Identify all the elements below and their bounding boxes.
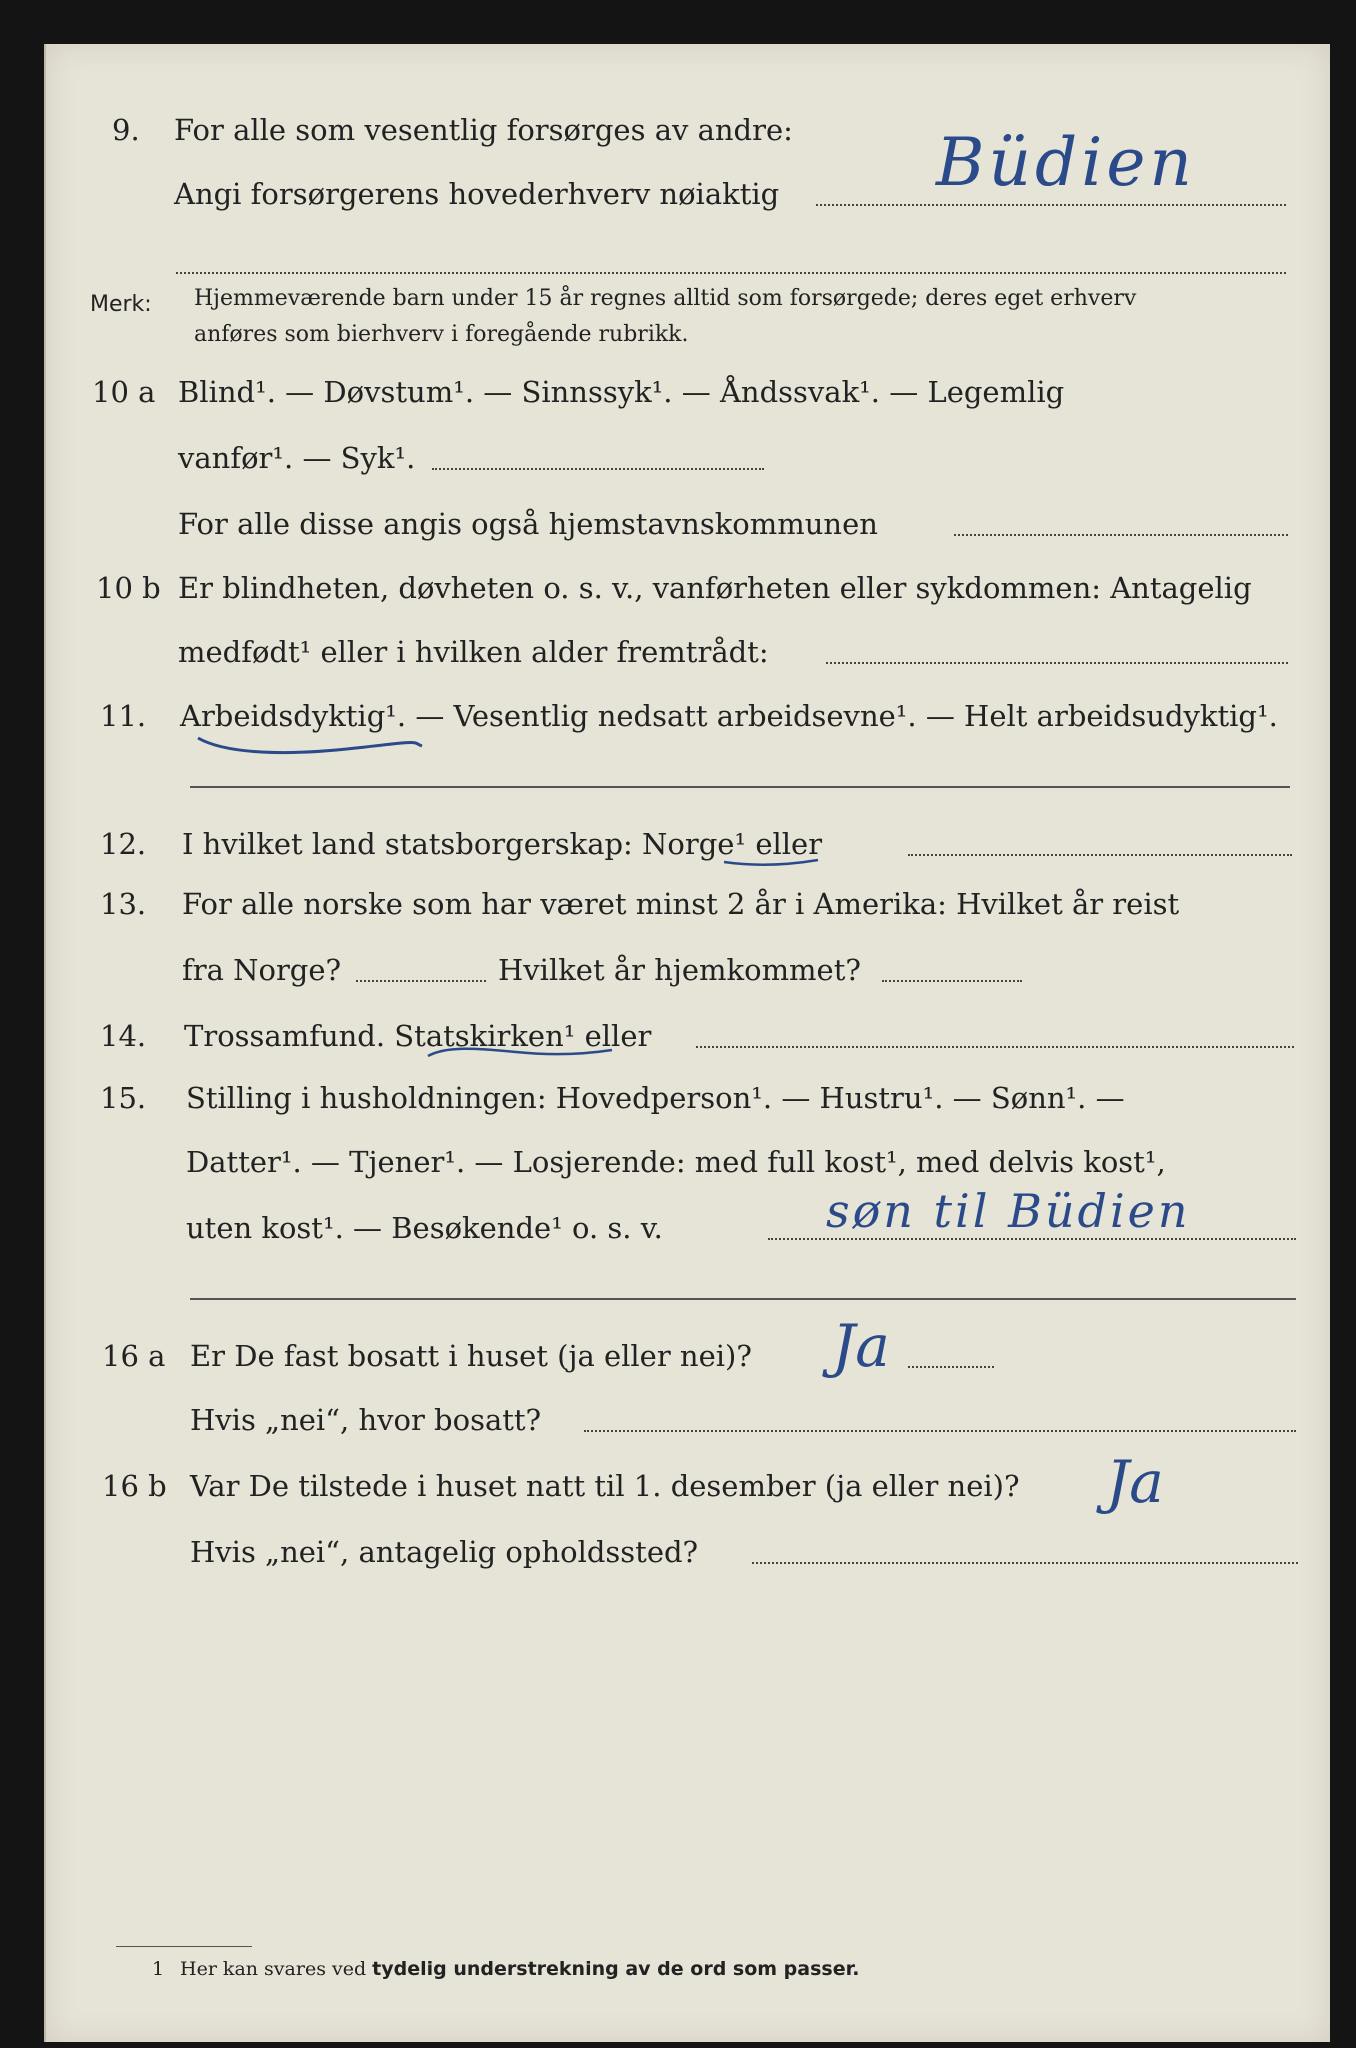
q15-line1: Stilling i husholdningen: Hovedperson¹. — Hustru¹. — Sønn¹. — xyxy=(186,1081,1125,1115)
q9-line1: For alle som vesentlig forsørges av andre: xyxy=(174,113,793,147)
footnote-mark: 1 xyxy=(152,1958,165,1980)
q16a-answer-line xyxy=(908,1366,994,1368)
q10a-line2: vanfør¹. — Syk¹. xyxy=(178,441,416,475)
q15-separator xyxy=(190,1298,1296,1300)
q10b-answer-line xyxy=(826,662,1288,664)
q14-number: 14. xyxy=(100,1019,147,1053)
q16b-number: 16 b xyxy=(102,1469,167,1503)
q16a-handwritten-answer: Ja xyxy=(832,1312,890,1380)
q14-underline-mark xyxy=(426,1044,616,1064)
footnote-text-plain: Her kan svares ved xyxy=(180,1958,367,1980)
q13-line1: For alle norske som har været minst 2 år i Amerika: Hvilket år reist xyxy=(182,887,1180,921)
q9-number: 9. xyxy=(112,113,140,147)
q13-reist-line xyxy=(356,980,486,982)
q10b-line1: Er blindheten, døvheten o. s. v., vanførheten eller sykdommen: Antagelig xyxy=(178,571,1252,605)
q14-answer-line xyxy=(696,1046,1294,1048)
q10b-number: 10 b xyxy=(96,571,161,605)
q14-line1: Trossamfund. Statskirken¹ eller xyxy=(184,1019,652,1053)
q12-number: 12. xyxy=(100,827,147,861)
q10a-line1: Blind¹. — Døvstum¹. — Sinnssyk¹. — Åndssvak¹. — Legemlig xyxy=(178,375,1065,409)
q10a-line3: For alle disse angis også hjemstavnskommunen xyxy=(178,507,878,541)
q12-line1: I hvilket land statsborgerskap: Norge¹ eller xyxy=(182,827,823,861)
q10a-syk-line xyxy=(432,468,764,470)
q9-answer-line xyxy=(816,204,1286,206)
q13-number: 13. xyxy=(100,887,147,921)
q13-line2a: fra Norge? xyxy=(182,953,342,987)
q11-underline-mark xyxy=(196,732,426,762)
q12-underline-mark xyxy=(722,854,822,870)
q9-handwritten-answer: Büdien xyxy=(936,124,1196,201)
q9-line2: Angi forsørgerens hovederhverv nøiaktig xyxy=(174,177,780,211)
q16b-line2: Hvis „nei“, antagelig opholdssted? xyxy=(190,1535,699,1569)
q10a-kommune-line xyxy=(954,534,1288,536)
q16a-number: 16 a xyxy=(102,1339,166,1373)
q11-separator xyxy=(190,786,1290,788)
q15-answer-line xyxy=(768,1238,1296,1240)
merk-label: Merk: xyxy=(90,292,152,317)
q15-handwritten-answer: søn til Büdien xyxy=(826,1184,1191,1238)
footnote-text xyxy=(180,1958,859,1980)
q15-line3: uten kost¹. — Besøkende¹ o. s. v. xyxy=(186,1211,663,1245)
census-form-page xyxy=(44,44,1330,2042)
q15-line2: Datter¹. — Tjener¹. — Losjerende: med full kost¹, med delvis kost¹, xyxy=(186,1145,1166,1179)
footnote-text-bold: tydelig understrekning av de ord som passer. xyxy=(372,1958,860,1980)
q16b-handwritten-answer: Ja xyxy=(1106,1448,1164,1516)
q10a-number: 10 a xyxy=(92,375,156,409)
merk-line1: Hjemmeværende barn under 15 år regnes alltid som forsørgede; deres eget erhverv xyxy=(194,286,1137,311)
q13-hjemkommet-line xyxy=(882,980,1022,982)
q16a-bosatt-line xyxy=(584,1430,1296,1432)
q11-number: 11. xyxy=(100,699,147,733)
q15-number: 15. xyxy=(100,1081,147,1115)
q13-line2b: Hvilket år hjemkommet? xyxy=(498,953,861,987)
q10b-line2: medfødt¹ eller i hvilken alder fremtrådt: xyxy=(178,635,769,669)
q11-line1: Arbeidsdyktig¹. — Vesentlig nedsatt arbeidsevne¹. — Helt arbeidsudyktig¹. xyxy=(180,699,1278,733)
q16b-line1: Var De tilstede i huset natt til 1. desember (ja eller nei)? xyxy=(190,1469,1020,1503)
q16a-line2: Hvis „nei“, hvor bosatt? xyxy=(190,1403,542,1437)
footnote-rule xyxy=(116,1946,252,1947)
q16b-opholdssted-line xyxy=(752,1562,1298,1564)
q12-answer-line xyxy=(908,854,1292,856)
q16a-line1: Er De fast bosatt i huset (ja eller nei)? xyxy=(190,1339,752,1373)
q9-extra-line xyxy=(176,272,1286,274)
merk-line2: anføres som bierhverv i foregående rubrikk. xyxy=(194,322,689,347)
